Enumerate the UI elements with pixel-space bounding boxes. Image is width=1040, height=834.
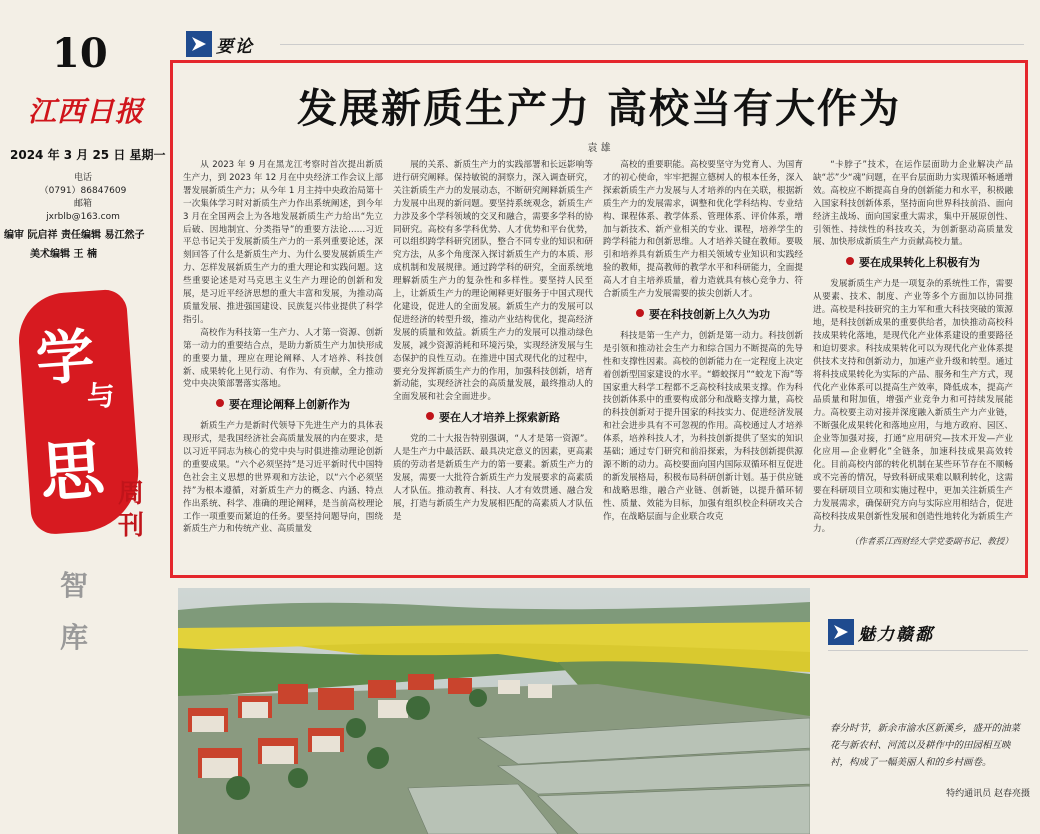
article-paragraph: 新质生产力是新时代领导下先进生产力的具体表现形式，是我国经济社会高质量发展的内在要求，是以习近平同志为核心的党中央与时俱进推动理论创新的重要成果。“六个必须坚持”是习近平新时代中国特色社会主义思想的世界观和方法论，以“六个必须坚持”为根本遵循，对新质生产力的概念、内涵、特点作出系统、科学、准确的理论阐释，是当前高校理论工作一项重要而紧迫的任务。要坚持问题导向，围绕新质生产力和传统产业、高质量发 xyxy=(183,421,383,535)
editors-line-1: 编审 阮启祥 责任编辑 易江然子 xyxy=(4,230,145,241)
subheading-row xyxy=(183,399,383,412)
side-section-tag xyxy=(828,618,934,646)
phone-number: （0791）86847609 xyxy=(39,186,127,196)
bullet-dot-icon xyxy=(636,309,644,317)
article-paragraph: 科技是第一生产力，创新是第一动力。科技创新是引领和推动社会生产力和综合国力不断提高的先导性和支撑性因素。高校的创新能力在一定程度上决定着创新型国家建设的水平。“蟒蛟探月”“蛟龙下海”等国家重大科学工程都不乏高校科技成果支撑。作为科技创新体系中的重要构成部分和战略支撑力量，高校的科技创新对于提升国家的科技实力、促进经济发展和社会进步具有不可忽视的作用。高校通过人才培养体系，培养科技人才，为科技创新提供了坚实的知识基础；通过专门研究和前沿探索，为科技创新提供源源不断的动力。高校要面向国内国际双循环相互促进的新发展格局，积极布局科研创新计划。基于供应链和战略思维，融合产业链、创新链，以提升循环韧性、质量、效能为目标，加强有组织校企科研攻关合作，在战略层面与企业联合攻克 xyxy=(603,330,803,522)
article-paragraph: 从 2023 年 9 月在黑龙江考察时首次提出新质生产力，到 2023 年 12 月在中央经济工作会议上部署发展新质生产力；从今年 1 月主持中央政治局第十一次集体学习时对新质生产力作出系统阐述，到今年 3 月在全国两会上为各地发展新质生产力给出“先立后破、因地制宜、分类指导”的重要方法论……习近平总书记关于发展新质生产力的一系列重要论述，深刻回答了什么是新质生产力、为什么要发展新质生产力、怎样发展新质生产力的重大理论和实践问题。这些重要论述是对马克思主义生产力理论的创新和发展，是习近平经济思想的重大丰富和发展，为推动高质量发展、推进强国建设、民族复兴伟业提供了科学指引。 xyxy=(183,160,383,325)
masthead xyxy=(0,0,166,834)
landscape-photo xyxy=(178,588,810,834)
subheading-row xyxy=(603,309,803,322)
article-paragraph: 发展新质生产力是一项复杂的系统性工作，需要从要素、技术、制度、产业等多个方面加以协同推进。高校是科技研究的主力军和重大科技突破的策源地，是科技创新成果的重要供给者，加快推动高校科技成果转化落地，是现代化产业体系建设的重要路径和迫切要求。科技成果转化可以为现代化产业体系提供技术支持和创新动力，加速产业升级和转型。通过将科技成果转化为实际的产品、服务和生产方式，现代化产业体系可以提高生产效率，降低成本，提高产品质量和附加值，增强产业竞争力和可持续发展能力。高校要主动对接并深度融入新质生产力产业链，不断强化成果转化和落地应用，与地方政府、园区、企业等加强对接，打通“应用研究—技术开发—产业化应用—企业孵化”全链条，加速科技成果高效转化。目前高校内部的转化机制在某些环节存在不顺畅或不完善的情况，导致科研成果难以顺利转化，这需要在科研项目立项和实施过程中，更加关注新质生产力发展需求，确保研究方向与实际应用相结合，促进高校科技成果创新性发展和创造性地转化为新质生产力。 xyxy=(813,279,1013,535)
author-byline: （作者系江西财经大学党委副书记、教授） xyxy=(849,537,1013,548)
side-section-logo-icon xyxy=(828,619,854,645)
section-divider xyxy=(280,44,1024,45)
article-paragraph: 展的关系、新质生产力的实践部署和长远影响等进行研究阐释。保持敏锐的洞察力，深入调查研究，关注新质生产力的发展动态，不断研究阐释新质生产力发展中出现的新问题。要坚持系统观念，新质生产力涉及多个学科领域的交叉和融合，需要多学科的协同研究。高校有多学科优势、人才优势和平台优势，可以组织跨学科研究团队，整合不同专业的知识和研究方法，从多个角度深入探讨新质生产力的本质、形成机制和发展规律。通过跨学科的研究，全面系统地理解新质生产力的复杂性和多样性。要坚持人民至上，让新质生产力的理论阐释更好服务于中国式现代化建设，促进人的全面发展。新质生产力的发展可以促进经济的转型升级，推动产业结构优化，提高经济发展的质量和效益。新质生产力的发展可以推动绿色发展，减少资源消耗和环境污染，实现经济发展与生态保护的良性互动。在推进中国式现代化的过程中，要充分发挥新质生产力的作用，加强科技创新，培育新动能，实现经济社会的高质量发展，最终推动人的全面发展和社会全面进步。 xyxy=(393,160,593,403)
email-address: jxrblb@163.com xyxy=(46,212,120,222)
paper-name: 江西日报 xyxy=(28,95,145,128)
photo-caption: 春分时节，新余市渝水区新溪乡，盛开的油菜花与新农村、河流以及耕作中的田园相互映衬，构成了一幅美丽人和的乡村画卷。 xyxy=(830,723,1021,768)
bullet-dot-icon xyxy=(846,257,854,265)
section-subheading: 要在理论阐释上创新作为 xyxy=(229,398,350,412)
article-column xyxy=(813,159,1013,571)
banner-char-1: 学 xyxy=(33,321,97,394)
article-column xyxy=(603,159,803,571)
article-column xyxy=(183,159,383,571)
article-paragraph: 高校作为科技第一生产力、人才第一资源、创新第一动力的重要结合点，是助力新质生产力加快形成的重要力量，理应在理论阐释、人才培养、科技创新、成果转化上见行动、有作为、有贡献，全力推动党中央决策部署落实落地。 xyxy=(183,327,383,390)
bullet-dot-icon xyxy=(216,399,224,407)
section-subheading: 要在成果转化上积极有为 xyxy=(859,256,980,270)
contact-info xyxy=(0,172,166,224)
phone-label: 电话 xyxy=(73,173,92,183)
banner-char-2: 与 xyxy=(85,378,117,414)
side-divider xyxy=(828,650,1028,651)
issue-date: 2024 年 3 月 25 日 星期一 xyxy=(10,148,166,162)
weekly-label: 周刊 xyxy=(118,479,145,541)
section-logo-icon xyxy=(186,31,212,57)
page-number: 10 xyxy=(52,30,108,77)
editor-credits xyxy=(4,226,166,264)
section-subheading: 要在科技创新上久久为功 xyxy=(649,307,770,321)
section-subheading: 要在人才培养上探索新路 xyxy=(439,411,560,425)
banner-char-3: 思 xyxy=(37,432,107,512)
subheading-row xyxy=(393,412,593,425)
email-label: 邮箱 xyxy=(73,199,92,209)
bullet-dot-icon xyxy=(426,412,434,420)
section-tag-label: 要论 xyxy=(216,36,254,57)
article-paragraph: “卡脖子”技术，在运作层面助力企业解决产品缺“芯”少“魂”问题，在平台层面助力实现循环畅通增效。高校应不断提高自身的创新能力和水平，积极融入国家科技创新体系，坚持面向世界科技前沿、面向经济主战场、面向国家重大需求，集中开展原创性、引领性、持续性的科技攻关，为创新驱动高质量发展、加快形成新质生产力贡献高校力量。 xyxy=(813,160,1013,248)
article-frame xyxy=(170,60,1028,578)
editors-line-2: 美术编辑 王 楠 xyxy=(30,249,97,260)
article-author: 袁 雄 xyxy=(587,143,611,154)
side-section-tag-label: 魅力赣鄱 xyxy=(858,624,934,645)
subheading-row xyxy=(813,257,1013,270)
think-tank-label: 智库 xyxy=(60,569,89,654)
article-headline: 发展新质生产力 高校当有大作为 xyxy=(297,86,901,132)
article-paragraph: 高校的重要职能。高校要坚守为党育人、为国育才的初心使命，牢牢把握立德树人的根本任务，深入探索新质生产力发展与人才培养的内在关联，根据新质生产力的发展需求，调整和优化学科结构、专业结构、课程体系、教学体系、管理体系、评价体系，增加与新技术、新产业相关的专业、课程，培养学生的跨学科能力和创新思维。人才培养关键在教师。要吸引和培养具有新质生产力相关领域专业知识和实践经验的教师，提高教师的教学水平和科研能力，全面提高人才自主培养质量，着力造就具有核心竞争力、符合新质生产力发展需要的拔尖创新人才。 xyxy=(603,160,803,300)
photo-credit: 特约通讯员 赵春亮摄 xyxy=(946,789,1030,799)
article-column xyxy=(393,159,593,571)
article-paragraph: 党的二十大报告特别强调，“人才是第一资源”。人是生产力中最活跃、最具决定意义的因素，更高素质的劳动者是新质生产力的第一要素。新质生产力的发展，需要一大批符合新质生产力发展要求的高素质人才队伍。推动教育、科技、人才有效贯通、融合发展，打造与新质生产力发展相匹配的高素质人才队伍是 xyxy=(393,434,593,522)
section-tag xyxy=(186,30,254,58)
